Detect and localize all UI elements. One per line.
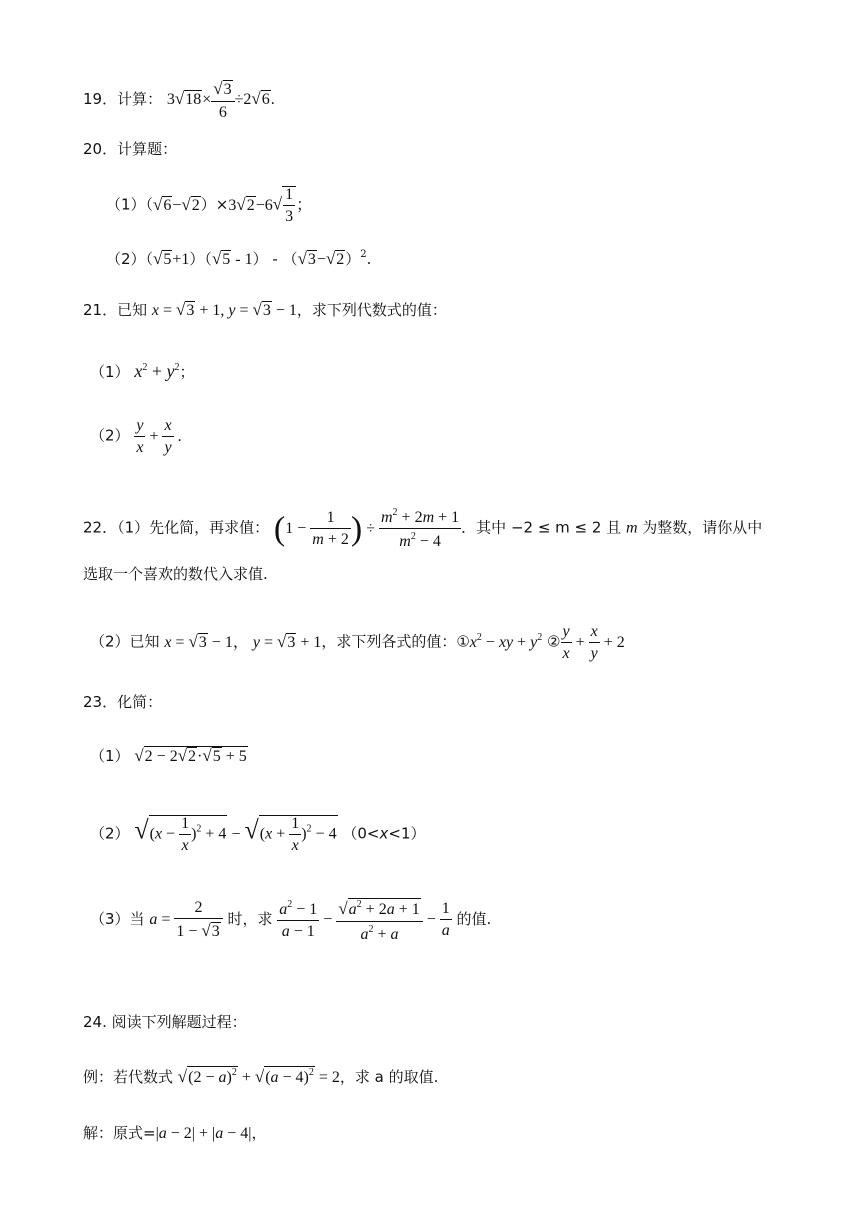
problem-23-part-1: （1） √2 − 2√2·√5 + 5 [90, 746, 247, 765]
problem-19-label: 19．计算： [83, 89, 163, 108]
problem-23: 23．化简： [83, 693, 163, 711]
problem-24-solution: 解：原式=|a − 2| + |a − 4|， [83, 1124, 267, 1142]
problem-22-part-2: （2）已知 x = √3 − 1， y = √3 + 1，求下列各式的值：$①x^2$ − xy + $y^2$ ② $\frac{y}{x}$ + $\frac{x}{y}$ + 2 [90, 623, 625, 662]
problem-24-example: 例：若代数式 $√(2 - a)^2 + √(a - 4)^2 = 2$，求 a 的取值. [83, 1067, 439, 1086]
problem-19 [83, 80, 275, 121]
problem-23-part-2: （2） √(x − $\frac{1}{x}$ )$^2$ + 4 − √(x + $\frac{1}{x}$ )$^2$ − 4 （0<x<1） [90, 815, 426, 854]
problem-23-part-3: （3）当 a = $\frac{2}{1 - √3}$ 时，求 $\frac{a^2 - 1}{a - 1}$ − $\frac{√a^2 + 2a + 1}{a^2 + a}$ − $\frac{1}{a}$ 的值. [90, 899, 492, 943]
problem-21-part-2: （2） $\frac{y}{x}$ + $\frac{x}{y}$ . [90, 417, 182, 456]
problem-19-expression: 3√18× $\frac{√3}{6}$ ÷2√6. [166, 79, 275, 121]
problem-24: 24. 阅读下列解题过程： [83, 1013, 247, 1031]
problem-20-part-2: $(2)(√5+1)(√5 - 1) - (√3-√2)^2$. [106, 249, 372, 268]
problem-20-label [83, 139, 177, 159]
problem-21-part-1: （1） $x^2 + y^2$； [90, 361, 195, 381]
problem-20-part-1: （1）（√6−√2）×3√2−6√ $\frac{1}{3}$ ； [106, 186, 313, 225]
problem-20-title: 20．计算题： [83, 140, 178, 158]
problem-21: 21．已知 x = √3 + 1, y = √3 − 1，求下列代数式的值： [83, 300, 447, 319]
problem-22: 22．（1）先化简，再求值： (1 − $\frac{1}{m + 2}$ ) ÷ $\frac{m^2 + 2m + 1}{m^2 - 4}$ ．其中 −2 ≤ m ≤ 2 且 m 为整数，请你从中 [83, 507, 763, 550]
problem-22-continuation: 选取一个喜欢的数代入求值. [83, 565, 268, 583]
